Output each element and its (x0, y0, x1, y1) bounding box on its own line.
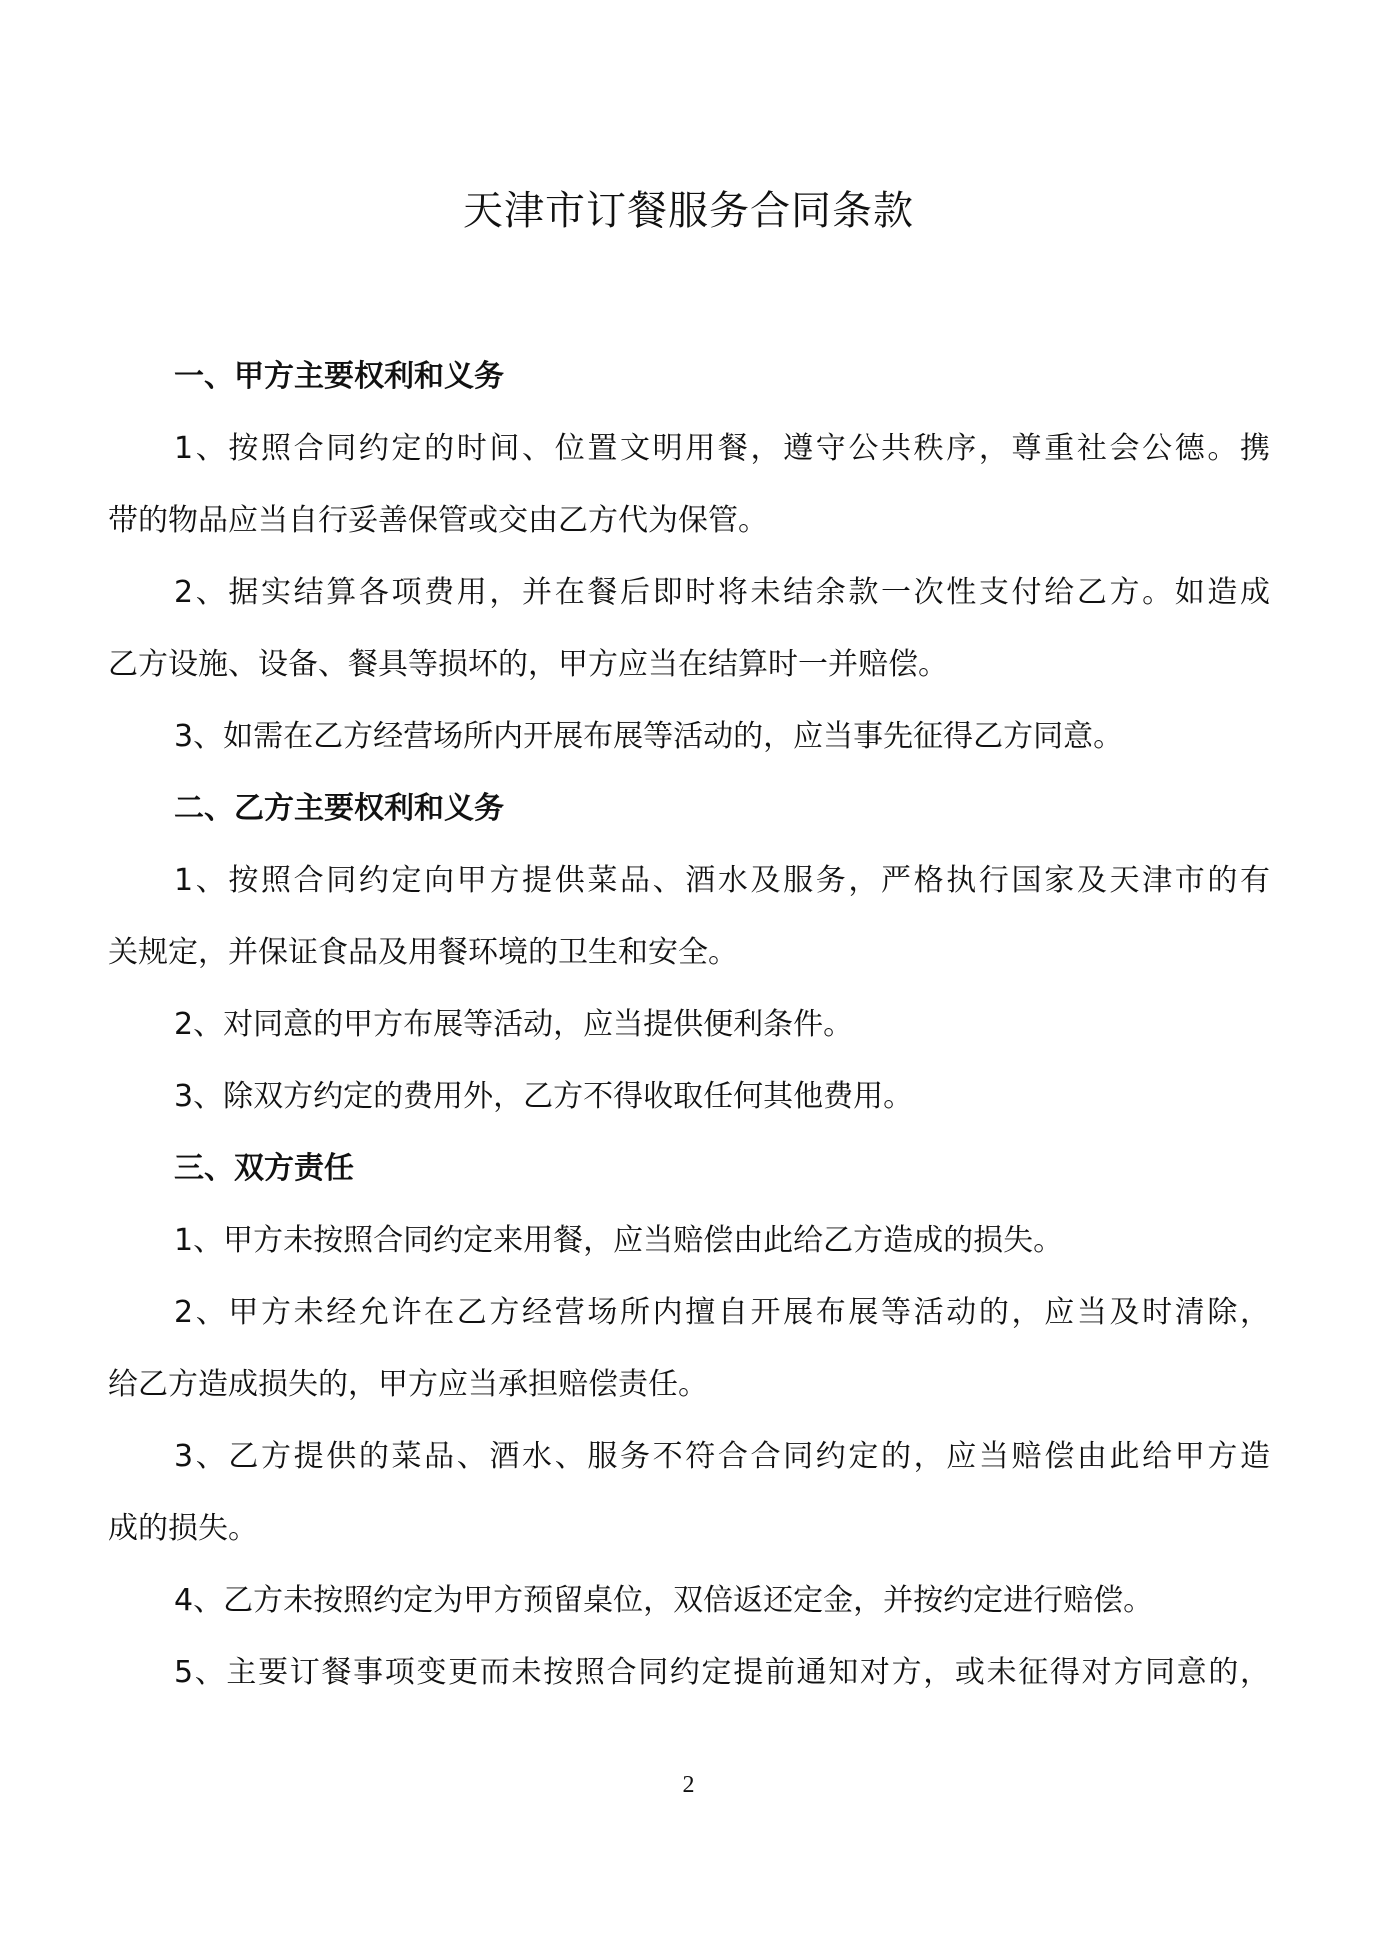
section-heading: 二、乙方主要权利和义务 (174, 791, 504, 826)
document-title: 天津市订餐服务合同条款 (463, 188, 914, 234)
paragraph-line: 成的损失。 (108, 1511, 258, 1546)
paragraph-line: 2、对同意的甲方布展等活动，应当提供便利条件。 (174, 1007, 854, 1042)
section-heading: 一、甲方主要权利和义务 (174, 359, 504, 394)
paragraph-line: 3、如需在乙方经营场所内开展布展等活动的，应当事先征得乙方同意。 (174, 719, 1124, 754)
paragraph-line: 1、按照合同约定向甲方提供菜品、酒水及服务，严格执行国家及天津市的有 (174, 863, 1270, 898)
section-heading: 三、双方责任 (174, 1151, 354, 1186)
paragraph-line: 给乙方造成损失的，甲方应当承担赔偿责任。 (108, 1367, 708, 1402)
document-body (108, 341, 1270, 1709)
paragraph-line: 3、除双方约定的费用外，乙方不得收取任何其他费用。 (174, 1079, 914, 1114)
paragraph-line: 关规定，并保证食品及用餐环境的卫生和安全。 (108, 935, 738, 970)
paragraph-line: 乙方设施、设备、餐具等损坏的，甲方应当在结算时一并赔偿。 (108, 647, 948, 682)
page-number: 2 (682, 1772, 695, 1798)
paragraph-line: 1、按照合同约定的时间、位置文明用餐，遵守公共秩序，尊重社会公德。携 (174, 431, 1270, 466)
paragraph-line: 带的物品应当自行妥善保管或交由乙方代为保管。 (108, 503, 768, 538)
paragraph-line: 2、甲方未经允许在乙方经营场所内擅自开展布展等活动的，应当及时清除， (174, 1295, 1270, 1330)
paragraph-line: 3、乙方提供的菜品、酒水、服务不符合合同约定的，应当赔偿由此给甲方造 (174, 1439, 1270, 1474)
paragraph-line: 2、据实结算各项费用，并在餐后即时将未结余款一次性支付给乙方。如造成 (174, 575, 1270, 610)
paragraph-line: 1、甲方未按照合同约定来用餐，应当赔偿由此给乙方造成的损失。 (174, 1223, 1064, 1258)
paragraph-line: 4、乙方未按照约定为甲方预留桌位，双倍返还定金，并按约定进行赔偿。 (174, 1583, 1154, 1618)
paragraph-line: 5、主要订餐事项变更而未按照合同约定提前通知对方，或未征得对方同意的， (174, 1655, 1270, 1690)
